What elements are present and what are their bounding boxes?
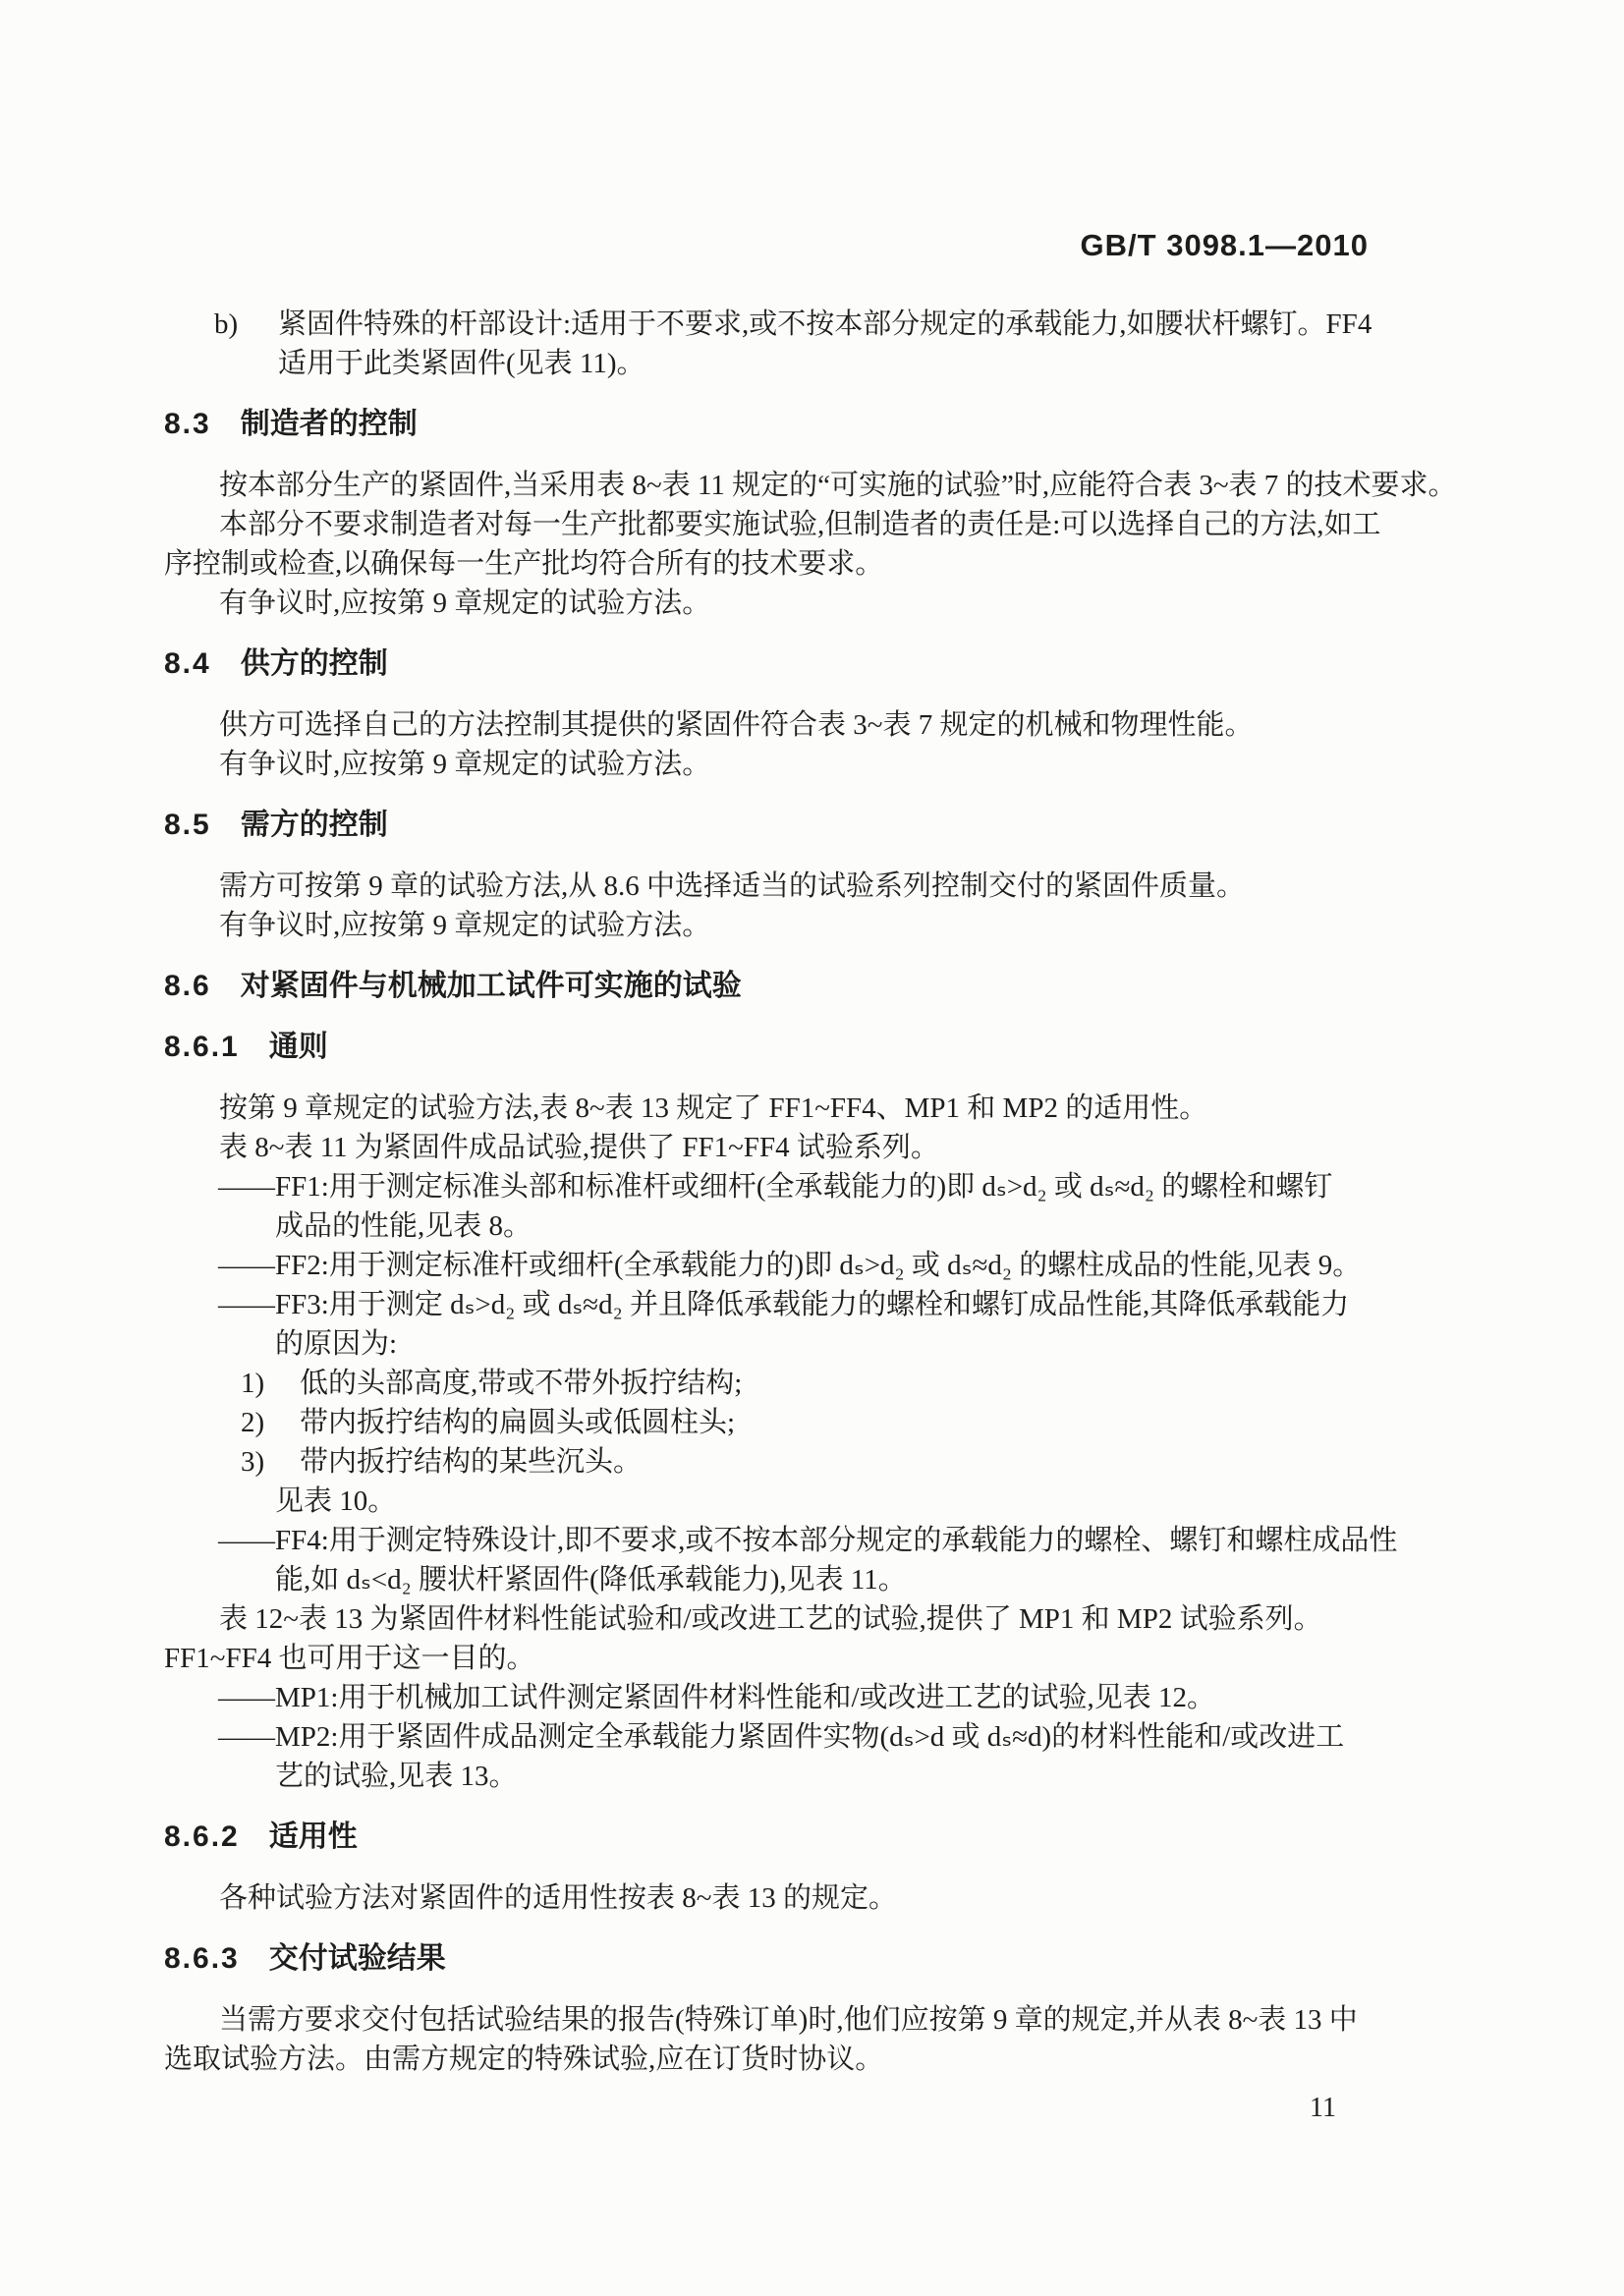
- dash-marker: ——: [218, 1682, 275, 1713]
- numbered-item-marker: 1): [241, 1368, 265, 1399]
- dash-marker: ——: [218, 1171, 275, 1203]
- numbered-item-3: [164, 1442, 1516, 1482]
- numbered-item-2: [164, 1403, 1516, 1442]
- heading-title: 供方的控制: [240, 647, 388, 680]
- heading-title: 需方的控制: [240, 809, 388, 841]
- dash-item-ff3: [164, 1285, 1516, 1324]
- paragraph-line: 有争议时,应按第 9 章规定的试验方法。: [219, 588, 711, 619]
- heading-title: 适用性: [268, 1820, 358, 1853]
- heading-8-6-1: [164, 1028, 1516, 1067]
- paragraph-line: 选取试验方法。由需方规定的特殊试验,应在订货时协议。: [164, 2044, 884, 2075]
- numbered-item-text: 低的头部高度,带或不带外扳拧结构;: [300, 1368, 743, 1399]
- dash-item-ff2: [164, 1246, 1516, 1285]
- note-line: 见表 10。: [275, 1485, 397, 1517]
- numbered-item-1: [164, 1364, 1516, 1403]
- dash-item-ff4: [164, 1521, 1516, 1560]
- list-item-text: 紧固件特殊的杆部设计:适用于不要求,或不按本部分规定的承载能力,如腰状杆螺钉。FF4: [278, 308, 1372, 340]
- dash-item-continuation: 艺的试验,见表 13。: [275, 1761, 518, 1792]
- heading-number: 8.5: [164, 809, 211, 841]
- numbered-item-marker: 2): [241, 1407, 265, 1438]
- numbered-item-text: 带内扳拧结构的扁圆头或低圆柱头;: [300, 1407, 736, 1438]
- paragraph-line: 序控制或检查,以确保每一生产批均符合所有的技术要求。: [164, 548, 884, 580]
- heading-8-6: [164, 967, 1516, 1006]
- heading-8-3: [164, 405, 1516, 444]
- heading-number: 8.4: [164, 647, 211, 680]
- dash-item-mp2: [164, 1717, 1516, 1757]
- dash-item-text: FF4:用于测定特殊设计,即不要求,或不按本部分规定的承载能力的螺栓、螺钉和螺柱成品性: [275, 1525, 1398, 1556]
- list-item-continuation: 适用于此类紧固件(见表 11)。: [278, 348, 645, 379]
- dash-item-continuation: 能,如 dₛ<d₂ 腰状杆紧固件(降低承载能力),见表 11。: [275, 1564, 907, 1596]
- paragraph-line: 供方可选择自己的方法控制其提供的紧固件符合表 3~表 7 规定的机械和物理性能。: [219, 709, 1254, 741]
- dash-item-text: FF2:用于测定标准杆或细杆(全承载能力的)即 dₛ>d₂ 或 dₛ≈d₂ 的螺柱成品的性能,见表 9。: [275, 1250, 1362, 1281]
- dash-marker: ——: [218, 1721, 275, 1753]
- dash-item-continuation: 成品的性能,见表 8。: [275, 1210, 532, 1242]
- dash-item-text: MP1:用于机械加工试件测定紧固件材料性能和/或改进工艺的试验,见表 12。: [275, 1682, 1216, 1713]
- paragraph-line: 各种试验方法对紧固件的适用性按表 8~表 13 的规定。: [219, 1882, 897, 1914]
- paragraph-line: 按第 9 章规定的试验方法,表 8~表 13 规定了 FF1~FF4、MP1 和 MP2 的适用性。: [219, 1092, 1208, 1124]
- dash-item-continuation: 的原因为:: [275, 1328, 398, 1360]
- dash-marker: ——: [218, 1250, 275, 1281]
- heading-title: 制造者的控制: [240, 408, 418, 440]
- heading-title: 对紧固件与机械加工试件可实施的试验: [240, 970, 742, 1002]
- page-number: 11: [1310, 2093, 1336, 2123]
- dash-item-mp1: [164, 1678, 1516, 1717]
- heading-8-6-3: [164, 1939, 1516, 1979]
- heading-8-6-2: [164, 1818, 1516, 1857]
- paragraph-line: 需方可按第 9 章的试验方法,从 8.6 中选择适当的试验系列控制交付的紧固件质量。: [219, 870, 1246, 902]
- paragraph-line: 按本部分生产的紧固件,当采用表 8~表 11 规定的“可实施的试验”时,应能符合表 3~表 7 的技术要求。: [219, 470, 1457, 501]
- heading-8-4: [164, 644, 1516, 684]
- dash-item-text: FF1:用于测定标准头部和标准杆或细杆(全承载能力的)即 dₛ>d₂ 或 dₛ≈d₂ 的螺栓和螺钉: [275, 1171, 1333, 1203]
- heading-8-5: [164, 806, 1516, 845]
- heading-number: 8.6: [164, 970, 211, 1002]
- heading-number: 8.6.1: [164, 1031, 240, 1063]
- heading-number: 8.6.2: [164, 1820, 240, 1853]
- document-body: [164, 305, 1516, 2128]
- standard-code-header: GB/T 3098.1—2010: [1080, 228, 1369, 262]
- paragraph-line: 当需方要求交付包括试验结果的报告(特殊订单)时,他们应按第 9 章的规定,并从表 8~表 13 中: [219, 2004, 1358, 2036]
- paragraph-line: 本部分不要求制造者对每一生产批都要实施试验,但制造者的责任是:可以选择自己的方法,如工: [219, 509, 1381, 540]
- paragraph-line: FF1~FF4 也可用于这一目的。: [164, 1643, 535, 1674]
- heading-title: 通则: [268, 1031, 328, 1063]
- heading-number: 8.6.3: [164, 1942, 240, 1975]
- paragraph-line: 表 8~表 11 为紧固件成品试验,提供了 FF1~FF4 试验系列。: [219, 1132, 939, 1163]
- dash-marker: ——: [218, 1289, 275, 1320]
- list-item: [164, 305, 1516, 344]
- paragraph-line: 表 12~表 13 为紧固件材料性能试验和/或改进工艺的试验,提供了 MP1 和 MP2 试验系列。: [219, 1603, 1322, 1635]
- paragraph-line: 有争议时,应按第 9 章规定的试验方法。: [219, 749, 711, 780]
- numbered-item-text: 带内扳拧结构的某些沉头。: [300, 1446, 643, 1478]
- heading-number: 8.3: [164, 408, 211, 440]
- heading-title: 交付试验结果: [268, 1942, 446, 1975]
- numbered-item-marker: 3): [241, 1446, 265, 1478]
- dash-item-text: FF3:用于测定 dₛ>d₂ 或 dₛ≈d₂ 并且降低承载能力的螺栓和螺钉成品性能,其降低承载能力: [275, 1289, 1350, 1320]
- dash-marker: ——: [218, 1525, 275, 1556]
- list-item-marker: b): [214, 308, 239, 340]
- dash-item-ff1: [164, 1167, 1516, 1206]
- paragraph-line: 有争议时,应按第 9 章规定的试验方法。: [219, 910, 711, 941]
- dash-item-text: MP2:用于紧固件成品测定全承载能力紧固件实物(dₛ>d 或 dₛ≈d)的材料性能和/或改进工: [275, 1721, 1345, 1753]
